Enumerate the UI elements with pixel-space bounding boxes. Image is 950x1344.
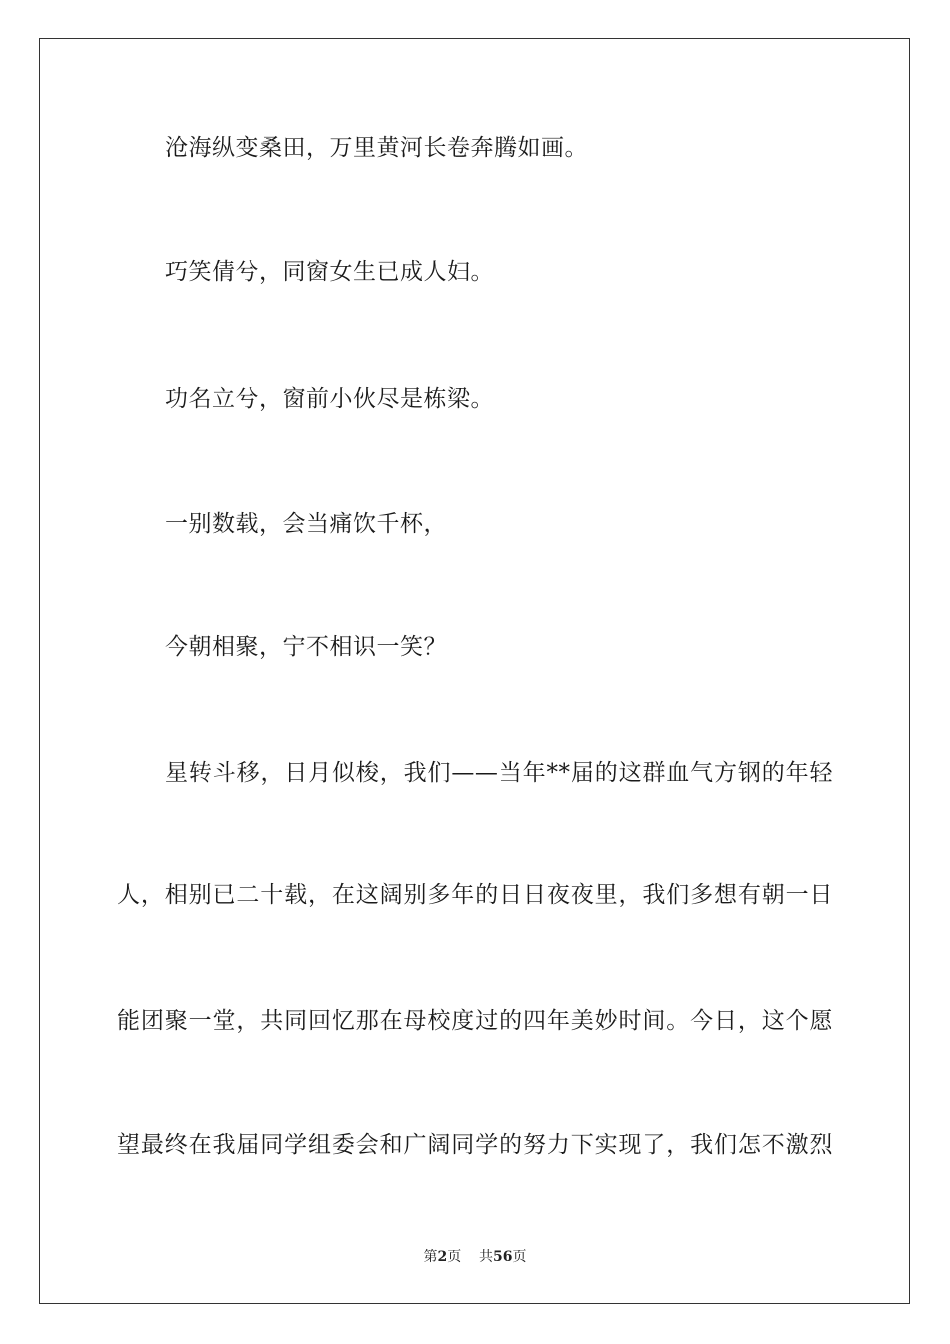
total-suffix: 页: [512, 1249, 527, 1265]
total-prefix: 共: [479, 1249, 494, 1265]
paragraph-line-4: 望最终在我届同学组委会和广阔同学的努力下实现了，我们怎不激烈: [117, 1132, 833, 1158]
poem-line-2: 巧笑倩兮，同窗女生已成人妇。: [165, 259, 494, 285]
poem-line-1: 沧海纵变桑田，万里黄河长卷奔腾如画。: [165, 135, 588, 161]
page-prefix: 第: [423, 1249, 438, 1265]
page-suffix: 页: [447, 1249, 462, 1265]
paragraph-line-2: 人，相别已二十载，在这阔别多年的日日夜夜里，我们多想有朝一日: [117, 882, 833, 908]
page-border: [39, 38, 910, 1304]
poem-line-4: 一别数载，会当痛饮千杯，: [165, 511, 447, 537]
paragraph-line-1: 星转斗移，日月似梭，我们——当年**届的这群血气方钢的年轻: [165, 760, 833, 786]
poem-line-5: 今朝相聚，宁不相识一笑？: [165, 634, 447, 660]
poem-line-3: 功名立兮，窗前小伙尽是栋梁。: [165, 386, 494, 412]
page-footer: [0, 1248, 950, 1266]
paragraph-line-3: 能团聚一堂，共同回忆那在母校度过的四年美妙时间。今日，这个愿: [117, 1008, 833, 1034]
page-number: 2: [437, 1249, 448, 1265]
total-pages: 56: [493, 1249, 513, 1265]
